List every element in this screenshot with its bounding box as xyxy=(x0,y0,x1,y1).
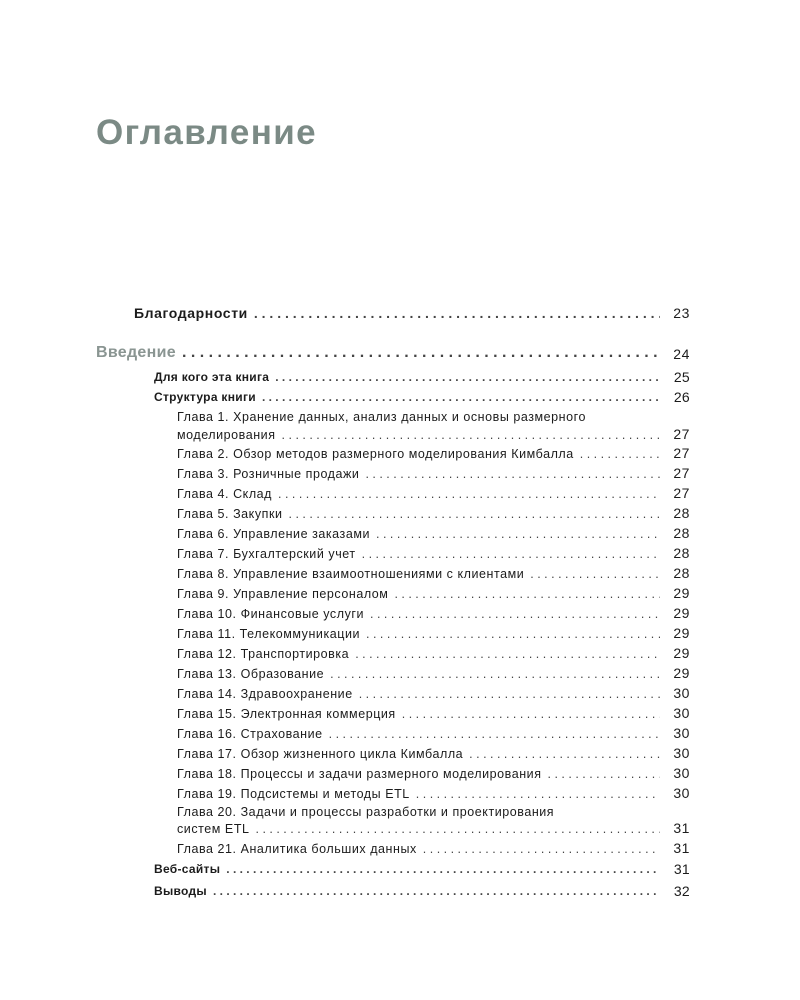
toc-entry-page: 24 xyxy=(673,346,690,363)
dot-leader xyxy=(330,667,660,681)
toc-entry-introduction[interactable] xyxy=(96,344,690,362)
toc-chapter-5[interactable] xyxy=(177,505,690,521)
toc-chapter-16[interactable] xyxy=(177,725,690,741)
dot-leader xyxy=(262,391,660,405)
toc-entry-page: 32 xyxy=(673,883,690,899)
toc-entry-label: Глава 17. Обзор жизненного цикла Кимбалла xyxy=(177,746,464,761)
dot-leader xyxy=(362,547,660,561)
toc-entry-label: Глава 18. Процессы и задачи размерного моделирования xyxy=(177,766,542,781)
toc-entry-label: Глава 6. Управление заказами xyxy=(177,526,370,541)
toc-entry-label: Глава 9. Управление персоналом xyxy=(177,586,389,601)
toc-entry-label: Структура книги xyxy=(154,390,256,405)
dot-leader xyxy=(530,567,660,581)
toc-entry-label: Глава 13. Образование xyxy=(177,666,325,681)
dot-leader xyxy=(548,767,660,781)
toc-entry-page: 30 xyxy=(673,745,690,761)
toc-chapter-6[interactable] xyxy=(177,525,690,541)
toc-entry-page: 28 xyxy=(673,545,690,561)
toc-entry-label: Глава 11. Телекоммуникации xyxy=(177,626,361,641)
dot-leader xyxy=(376,527,660,541)
dot-leader xyxy=(182,344,660,362)
toc-entry-page: 26 xyxy=(673,389,690,405)
toc-entry-label: Глава 7. Бухгалтерский учет xyxy=(177,546,356,561)
dot-leader xyxy=(282,428,660,442)
toc-entry-label: Глава 4. Склад xyxy=(177,486,273,501)
toc-entry-page: 28 xyxy=(673,525,690,541)
dot-leader xyxy=(289,507,660,521)
dot-leader xyxy=(366,627,660,641)
dot-leader xyxy=(423,842,660,856)
toc-entry-page: 30 xyxy=(673,685,690,701)
toc-entry-label: Глава 15. Электронная коммерция xyxy=(177,706,396,721)
toc-entry-label: Глава 12. Транспортировка xyxy=(177,646,350,661)
toc-chapter-13[interactable] xyxy=(177,665,690,681)
dot-leader xyxy=(394,587,660,601)
toc-entry-page: 31 xyxy=(673,840,690,856)
toc-entry-label: Благодарности xyxy=(134,305,248,321)
dot-leader xyxy=(226,863,660,877)
toc-entry-label: Веб-сайты xyxy=(154,862,221,877)
toc-chapter-20[interactable] xyxy=(177,820,690,836)
toc-chapter-21[interactable] xyxy=(177,840,690,856)
toc-entry-page: 31 xyxy=(673,820,690,836)
toc-chapter-9[interactable] xyxy=(177,585,690,601)
toc-entry-page: 29 xyxy=(673,665,690,681)
toc-chapter-19[interactable] xyxy=(177,785,690,801)
toc-entry-label: Глава 10. Финансовые услуги xyxy=(177,606,365,621)
toc-entry-page: 28 xyxy=(673,505,690,521)
toc-entry-acknowledgments[interactable] xyxy=(134,305,690,321)
dot-leader xyxy=(370,607,660,621)
toc-entry-page: 29 xyxy=(673,605,690,621)
toc-entry-page: 30 xyxy=(673,765,690,781)
dot-leader xyxy=(402,707,660,721)
toc-chapter-10[interactable] xyxy=(177,605,690,621)
page-title: Оглавление xyxy=(96,113,318,152)
toc-entry-page: 27 xyxy=(673,445,690,461)
toc-chapter-3[interactable] xyxy=(177,465,690,481)
toc-entry-structure[interactable] xyxy=(154,389,690,405)
toc-entry-page: 29 xyxy=(673,645,690,661)
dot-leader xyxy=(256,822,660,836)
toc-entry-page: 30 xyxy=(673,785,690,801)
toc-chapter-7[interactable] xyxy=(177,545,690,561)
dot-leader xyxy=(213,885,660,899)
toc-chapter-15[interactable] xyxy=(177,705,690,721)
toc-chapter-2[interactable] xyxy=(177,445,690,461)
toc-entry-page: 27 xyxy=(673,485,690,501)
toc-entry-websites[interactable] xyxy=(154,861,690,877)
toc-entry-label: Глава 19. Подсистемы и методы ETL xyxy=(177,786,410,801)
toc-chapter-1-line1: Глава 1. Хранение данных, анализ данных и основы размерного xyxy=(177,410,586,424)
toc-entry-label: Глава 21. Аналитика больших данных xyxy=(177,841,417,856)
toc-entry-label: Глава 5. Закупки xyxy=(177,506,283,521)
dot-leader xyxy=(359,687,660,701)
toc-chapter-8[interactable] xyxy=(177,565,690,581)
toc-entry-page: 31 xyxy=(673,861,690,877)
dot-leader xyxy=(469,747,660,761)
toc-chapter-17[interactable] xyxy=(177,745,690,761)
toc-entry-page: 27 xyxy=(673,426,690,442)
dot-leader xyxy=(275,371,660,385)
toc-chapter-14[interactable] xyxy=(177,685,690,701)
toc-entry-label: Глава 2. Обзор методов размерного моделирования Кимбалла xyxy=(177,446,574,461)
dot-leader xyxy=(329,727,660,741)
toc-entry-label: Выводы xyxy=(154,884,207,899)
toc-chapter-12[interactable] xyxy=(177,645,690,661)
toc-entry-label: систем ETL xyxy=(177,821,250,836)
dot-leader xyxy=(278,487,660,501)
toc-entry-label: Глава 14. Здравоохранение xyxy=(177,686,353,701)
toc-entry-label: моделирования xyxy=(177,427,276,442)
toc-chapter-18[interactable] xyxy=(177,765,690,781)
dot-leader xyxy=(254,305,660,321)
toc-entry-page: 23 xyxy=(673,305,690,321)
dot-leader xyxy=(416,787,660,801)
toc-chapter-20-line1: Глава 20. Задачи и процессы разработки и проектирования xyxy=(177,805,555,819)
toc-chapter-4[interactable] xyxy=(177,485,690,501)
toc-entry-page: 25 xyxy=(673,369,690,385)
toc-entry-page: 29 xyxy=(673,625,690,641)
toc-entry-page: 30 xyxy=(673,725,690,741)
toc-chapter-1[interactable] xyxy=(177,426,690,442)
toc-entry-label: Глава 16. Страхование xyxy=(177,726,323,741)
toc-entry-page: 30 xyxy=(673,705,690,721)
toc-entry-page: 28 xyxy=(673,565,690,581)
dot-leader xyxy=(365,467,660,481)
dot-leader xyxy=(355,647,660,661)
dot-leader xyxy=(580,447,660,461)
toc-entry-page: 27 xyxy=(673,465,690,481)
toc-entry-label: Введение xyxy=(96,344,176,361)
toc-entry-audience[interactable] xyxy=(154,369,690,385)
toc-entry-label: Для кого эта книга xyxy=(154,370,270,385)
toc-entry-page: 29 xyxy=(673,585,690,601)
toc-entry-conclusions[interactable] xyxy=(154,883,690,899)
toc-chapter-11[interactable] xyxy=(177,625,690,641)
toc-entry-label: Глава 3. Розничные продажи xyxy=(177,466,360,481)
toc-entry-label: Глава 8. Управление взаимоотношениями с клиентами xyxy=(177,566,525,581)
